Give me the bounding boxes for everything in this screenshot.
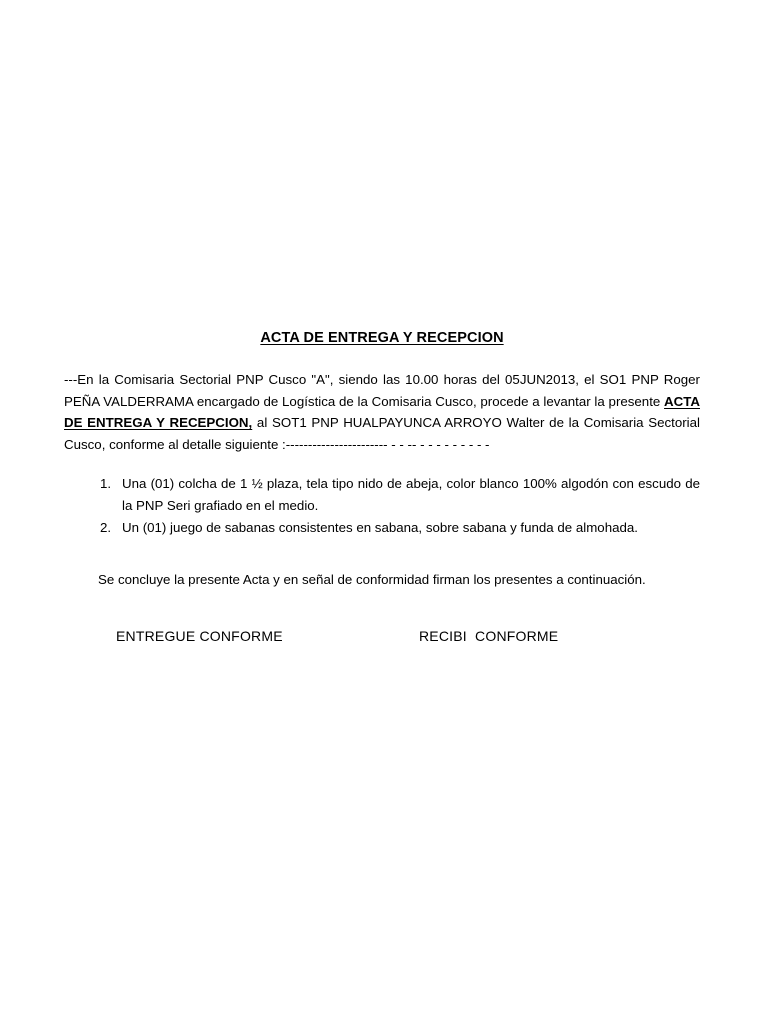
opening-paragraph [64,369,700,455]
signature-block [64,628,700,654]
document-title-text: ACTA DE ENTREGA Y RECEPCION [260,330,504,346]
closing-paragraph: Se concluye la presente Acta y en señal de conformidad firman los presentes a continuación. [98,571,646,587]
list-item-marker: 1. [100,476,112,492]
document-title [64,330,700,347]
opening-paragraph-text-before-emphasis: ---En la Comisaria Sectorial PNP Cusco "A", siendo las 10.00 horas del 05JUN2013, el SO1 PNP Roger PEÑA VALDERRAMA encargado de Logística de la Comisaria Cusco, procede a levantar la presente [64,372,700,409]
document-content [64,330,700,654]
signature-label-entregue: ENTREGUE CONFORME [116,628,283,645]
list-item-marker: 2. [100,520,112,536]
paragraph-dash-filler: ----------------------- - - -- - - - - - - - - - [285,436,490,452]
list-item [100,517,700,539]
item-list [64,473,700,539]
list-item-text: Una (01) colcha de 1 ½ plaza, tela tipo nido de abeja, color blanco 100% algodón con escudo de la PNP Seri grafiado en el medio. [122,476,700,513]
acta-emphasis-text: ACTA DE ENTREGA Y RECEPCION, [64,393,700,431]
list-item-text: Un (01) juego de sabanas consistentes en sabana, sobre sabana y funda de almohada. [122,520,638,536]
signature-label-recibi: RECIBI CONFORME [419,628,559,645]
opening-paragraph-text-after-emphasis: al SOT1 PNP HUALPAYUNCA ARROYO Walter de la Comisaria Sectorial Cusco, conforme al detalle siguiente : [64,415,700,452]
list-item [100,473,700,516]
